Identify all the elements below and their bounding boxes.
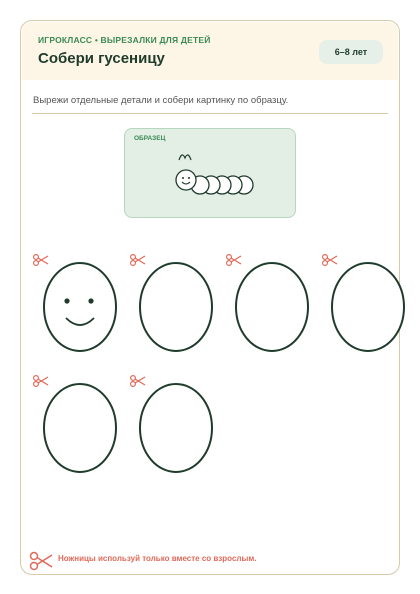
instruction-text: Вырежи отдельные детали и собери картинку по образцу. bbox=[33, 95, 289, 106]
caterpillar-body-part[interactable] bbox=[41, 381, 119, 475]
caterpillar-illustration bbox=[160, 146, 270, 198]
caterpillar-body-part[interactable] bbox=[137, 260, 215, 354]
caterpillar-body-part[interactable] bbox=[137, 381, 215, 475]
safety-warning: Ножницы используй только вместе со взрослым. bbox=[58, 554, 257, 563]
eye-icon bbox=[64, 298, 69, 303]
caterpillar-head-part[interactable] bbox=[41, 260, 119, 354]
scissors-icon bbox=[29, 550, 53, 572]
caterpillar-body-part[interactable] bbox=[329, 260, 407, 354]
caterpillar-body-part[interactable] bbox=[233, 260, 311, 354]
divider bbox=[32, 113, 388, 114]
age-badge: 6–8 лет bbox=[319, 40, 383, 64]
page-title: Собери гусеницу bbox=[38, 50, 165, 67]
brand-label: ИГРОКЛАСС • ВЫРЕЗАЛКИ ДЛЯ ДЕТЕЙ bbox=[38, 35, 211, 45]
eye-icon bbox=[88, 298, 93, 303]
sample-label: ОБРАЗЕЦ bbox=[134, 135, 166, 142]
